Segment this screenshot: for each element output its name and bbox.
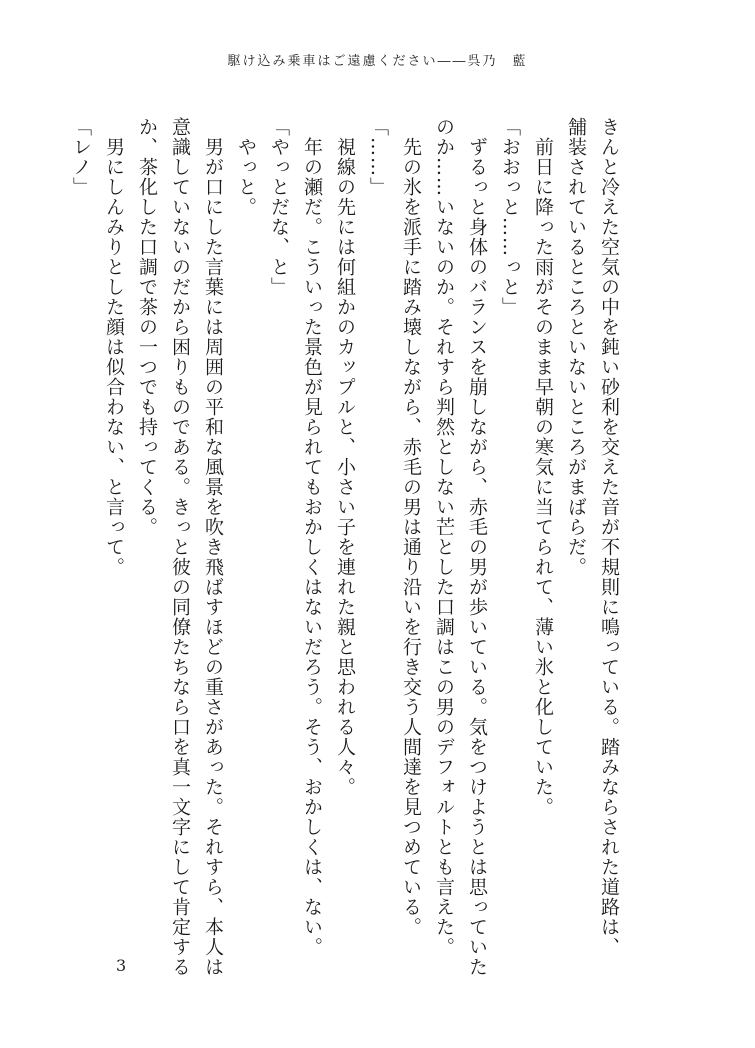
text-line: 先の氷を派手に踏み壊しながら、赤毛の男は通り沿いを行き交う人間達を見つめている。 [400, 117, 422, 937]
text-line: やっと。 [235, 117, 257, 217]
text-line: 前日に降った雨がそのまま早朝の寒気に当てられて、薄い氷と化していた。 [532, 117, 554, 817]
text-line: のか……いないのか。それすら判然としない芒とした口調はこの男のデフォルトとも言えた。 [433, 117, 455, 957]
vertical-body-text [64, 117, 625, 977]
text-line: 「レノ」 [70, 117, 92, 197]
text-line: 舗装されているところといないところがまばらだ。 [565, 117, 587, 577]
text-line: 「おおっと……っと」 [499, 117, 521, 317]
text-line: か、茶化した口調で茶の一つでも持ってくる。 [136, 117, 158, 537]
page-number: 3 [116, 956, 127, 975]
running-header: 駆け込み乗車はご遠慮ください――呉乃 藍 [227, 54, 528, 69]
text-line: ずるっと身体のバランスを崩しながら、赤毛の男が歩いている。気をつけようとは思っていた [466, 117, 488, 977]
text-line: 「……」 [367, 117, 389, 197]
text-line: 年の瀬だ。こういった景色が見られてもおかしくはないだろう。そう、おかしくは、ない。 [301, 117, 323, 957]
text-line: 男にしんみりとした顔は似合わない、と言って。 [103, 117, 125, 577]
text-line: きんと冷えた空気の中を鈍い砂利を交えた音が不規則に鳴っている。踏みならされた道路は、 [598, 117, 620, 957]
text-line: 意識していないのだから困りものである。きっと彼の同僚たちなら口を真一文字にして肯定する [169, 117, 191, 977]
text-line: 「やっとだな、と」 [268, 117, 290, 297]
text-line: 視線の先には何組かのカップルと、小さい子を連れた親と思われる人々。 [334, 117, 356, 797]
text-line: 男が口にした言葉には周囲の平和な風景を吹き飛ばすほどの重さがあった。それすら、本人は [202, 117, 224, 977]
